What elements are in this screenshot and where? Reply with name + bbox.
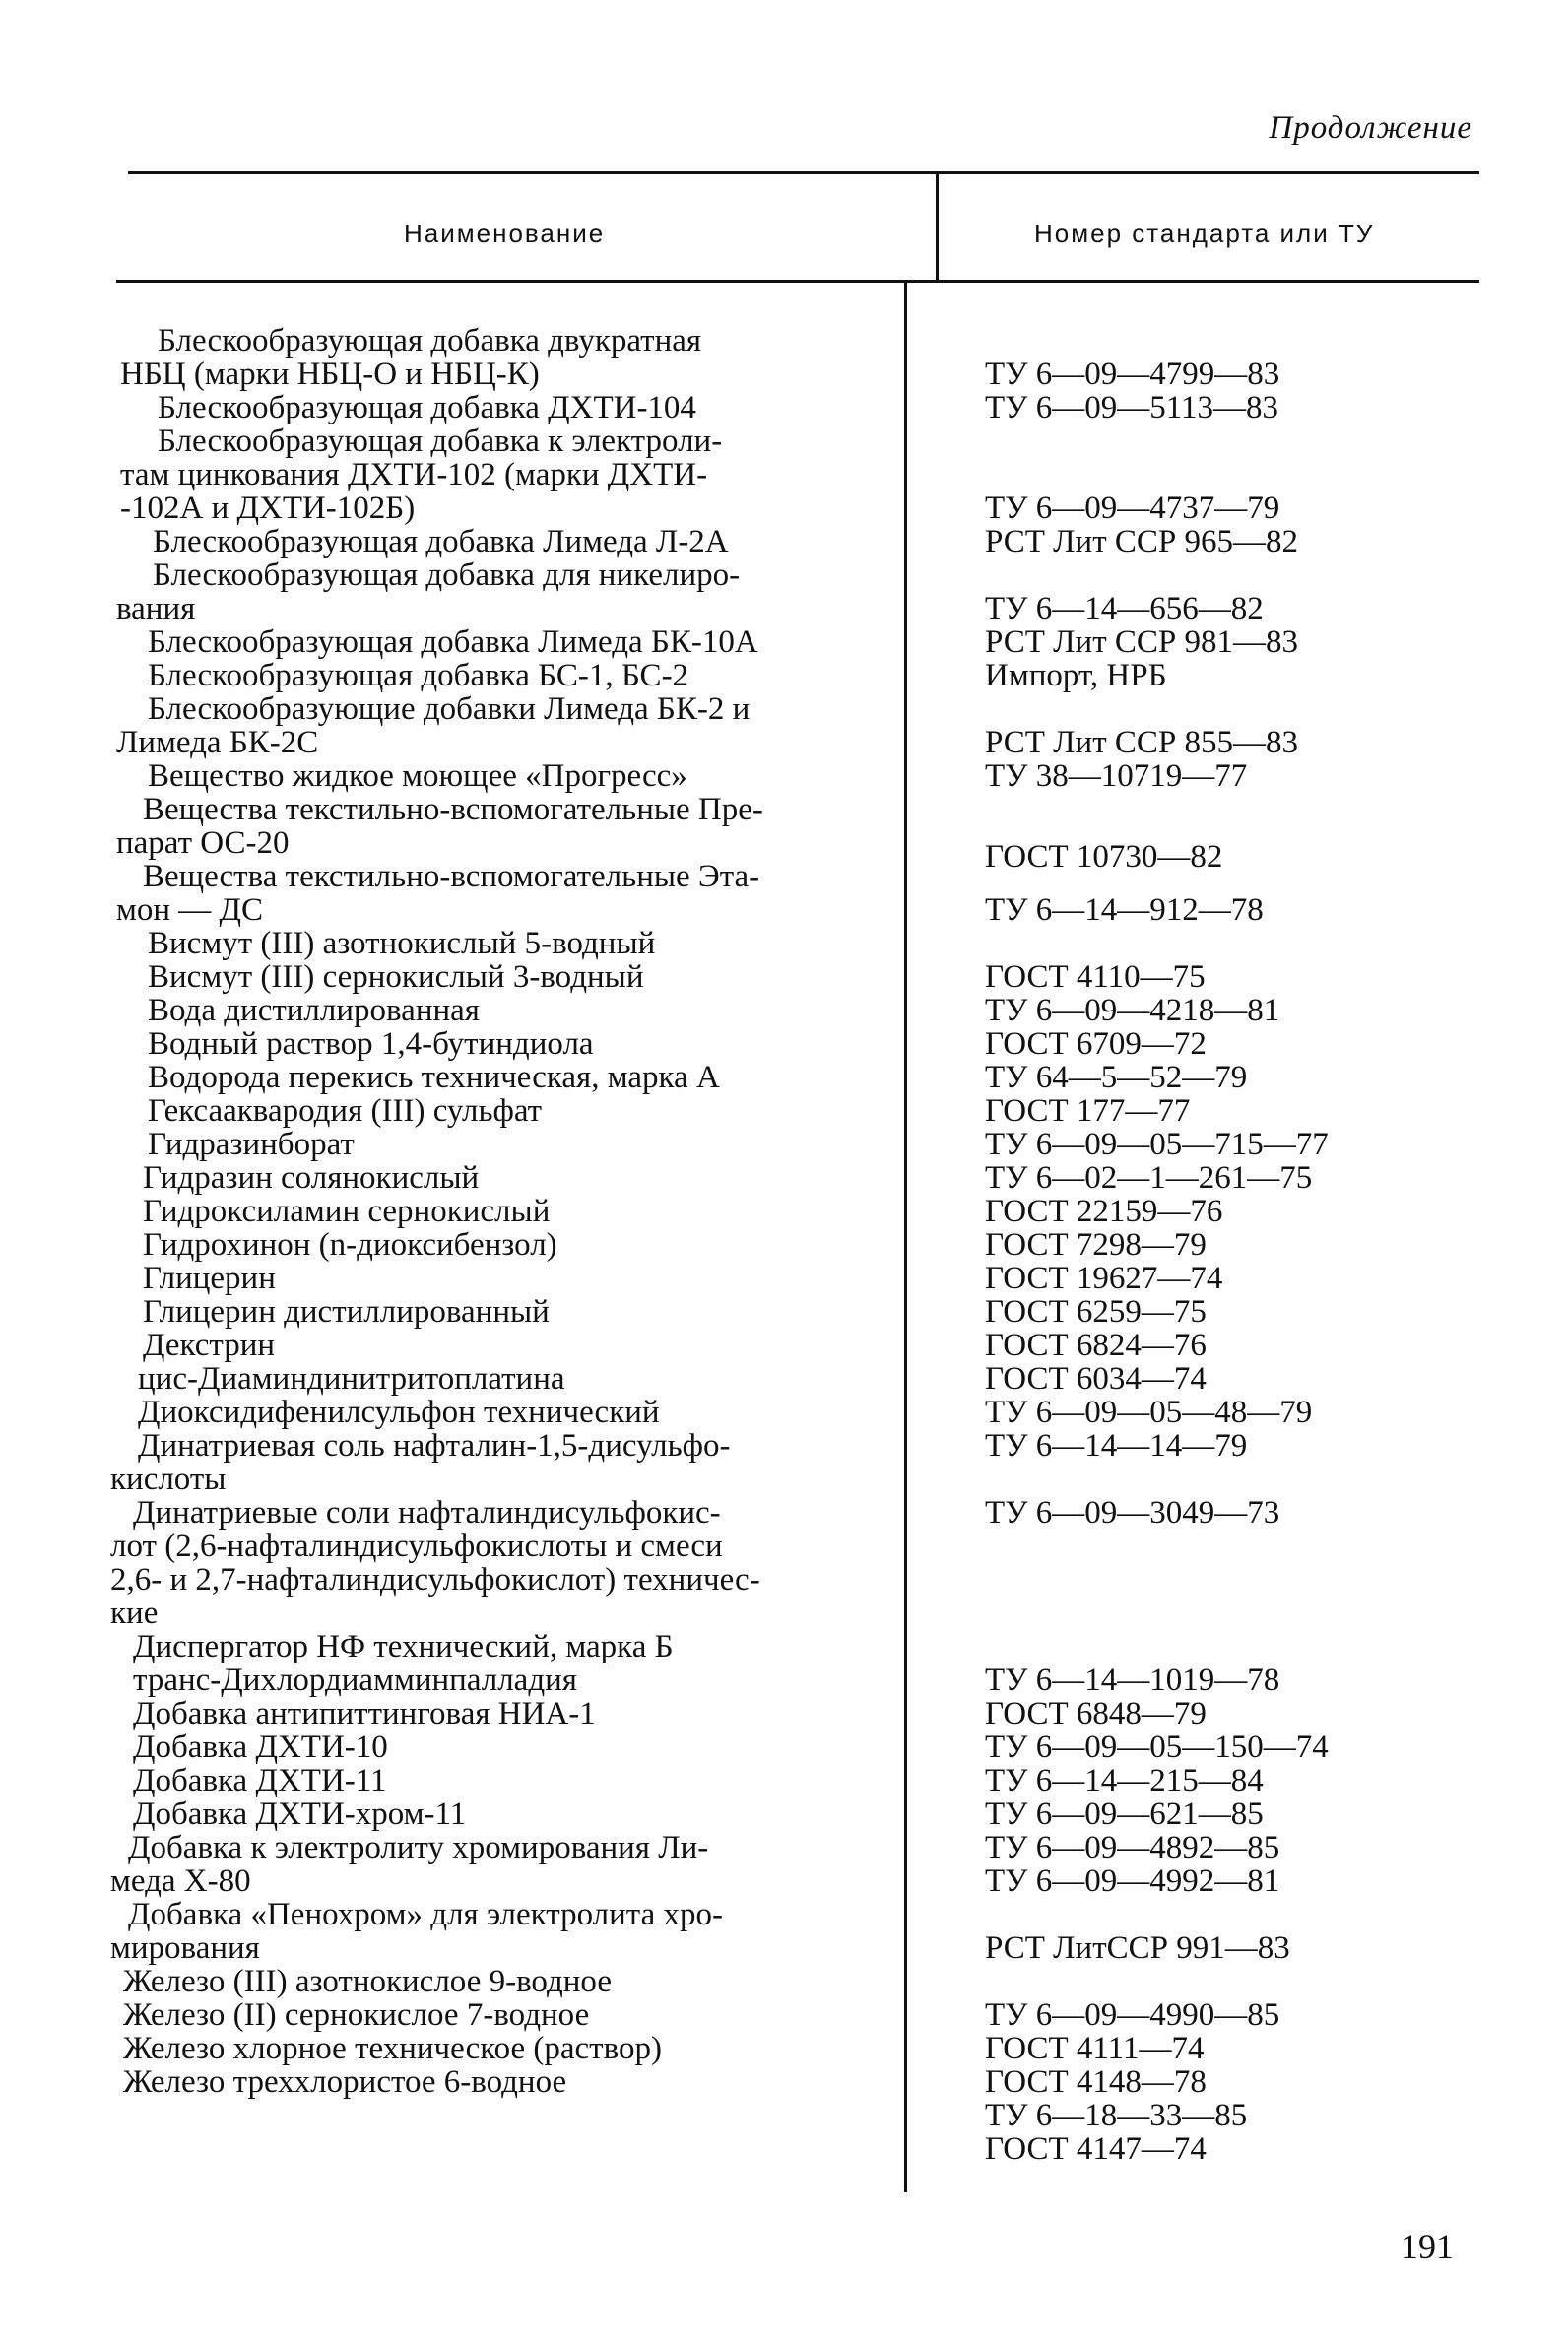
name-line: Блескообразующая добавка Лимеда Л-2А (153, 524, 729, 559)
name-line: мирования (110, 1930, 260, 1966)
standard-line: ГОСТ 10730—82 (985, 839, 1223, 875)
standard-line: ТУ 6—09—05—48—79 (985, 1395, 1313, 1430)
name-line: Висмут (III) азотнокислый 5-водный (148, 926, 656, 961)
standard-line: ГОСТ 4110—75 (985, 959, 1206, 995)
name-line: Добавка ДХТИ-10 (133, 1729, 388, 1765)
standard-line: ТУ 38—10719—77 (985, 758, 1248, 794)
name-line: Динатриевая соль нафталин-1,5-дисульфо- (138, 1428, 731, 1464)
name-line: НБЦ (марки НБЦ-О и НБЦ-К) (120, 357, 540, 392)
name-line: Динатриевые соли нафталиндисульфокис- (133, 1495, 721, 1531)
name-line: Диоксидифенилсульфон технический (138, 1395, 660, 1430)
name-line: Добавка ДХТИ-11 (133, 1763, 387, 1798)
standard-line: РСТ Лит ССР 855—83 (985, 725, 1299, 760)
name-line: там цинкования ДХТИ-102 (марки ДХТИ- (120, 457, 708, 492)
standard-line: ТУ 6—09—4992—81 (985, 1863, 1280, 1899)
name-line: Водный раствор 1,4-бутиндиола (148, 1026, 594, 1062)
standard-line: Импорт, НРБ (985, 658, 1167, 693)
name-line: Висмут (III) сернокислый 3-водный (148, 959, 644, 995)
name-line: Вода дистиллированная (148, 993, 480, 1028)
name-line: Гидроксиламин сернокислый (143, 1194, 551, 1229)
standard-line: ТУ 64—5—52—79 (985, 1060, 1248, 1095)
standard-line: ТУ 6—14—1019—78 (985, 1663, 1280, 1698)
standard-line: ГОСТ 4111—74 (985, 2031, 1205, 2066)
name-line: лот (2,6-нафталиндисульфокислоты и смеси (110, 1529, 723, 1564)
standard-line: ТУ 6—09—5113—83 (985, 390, 1279, 425)
standard-line: ГОСТ 6824—76 (985, 1328, 1207, 1363)
name-line: Лимеда БК-2С (116, 725, 319, 760)
standard-line: ГОСТ 6709—72 (985, 1026, 1207, 1062)
name-line: Блескообразующая добавка к электроли- (158, 424, 723, 459)
standard-line: ТУ 6—09—05—150—74 (985, 1729, 1329, 1765)
page-number: 191 (1401, 2227, 1454, 2266)
name-line: Вещества текстильно-вспомогательные Эта- (143, 859, 760, 894)
name-line: Гидрохинон (n-диоксибензол) (143, 1227, 557, 1263)
name-line: Декстрин (143, 1328, 276, 1363)
name-line: 2,6- и 2,7-нафталиндисульфокислот) техничес- (110, 1562, 760, 1598)
name-line: Блескообразующая добавка ДХТИ-104 (158, 390, 696, 425)
standard-line: ГОСТ 177—77 (985, 1093, 1191, 1129)
name-line: Добавка ДХТИ-хром-11 (133, 1796, 467, 1832)
name-line: кие (110, 1596, 159, 1631)
name-line: транс-Дихлордиамминпалладия (133, 1663, 577, 1698)
name-line: Гексааквародия (III) сульфат (148, 1093, 543, 1129)
name-line: Добавка к электролиту хромирования Ли- (128, 1830, 709, 1865)
standard-line: ГОСТ 6848—79 (985, 1696, 1207, 1731)
column-header-standard: Номер стандарта или ТУ (1034, 219, 1375, 248)
continued-label: Продолжение (1269, 110, 1472, 146)
name-line: -102А и ДХТИ-102Б) (120, 490, 416, 526)
name-line: Водорода перекись техническая, марка А (148, 1060, 720, 1095)
name-line: Вещества текстильно-вспомогательные Пре- (143, 792, 763, 827)
name-line: меда Х-80 (110, 1863, 251, 1899)
standard-line: ГОСТ 19627—74 (985, 1261, 1223, 1296)
name-line: Блескообразующая добавка для никелиро- (153, 557, 741, 593)
name-line: мон — ДС (116, 892, 264, 928)
name-line: Гидразин солянокислый (143, 1160, 480, 1196)
name-line: Блескообразующая добавка Лимеда БК-10А (148, 624, 758, 660)
name-line: парат ОС-20 (116, 825, 290, 861)
name-line: цис-Диаминдинитритоплатина (138, 1361, 565, 1397)
name-line: Блескообразующие добавки Лимеда БК-2 и (148, 691, 751, 727)
name-line: Железо (II) сернокислое 7-водное (123, 1997, 590, 2033)
standard-line: ТУ 6—14—656—82 (985, 591, 1264, 626)
name-line: Вещество жидкое моющее «Прогресс» (148, 758, 687, 794)
standard-line: ТУ 6—09—4892—85 (985, 1830, 1280, 1865)
standard-line: ГОСТ 6259—75 (985, 1294, 1207, 1330)
name-line: Добавка «Пенохром» для электролита хро- (128, 1897, 723, 1932)
column-header-name: Наименование (404, 219, 606, 248)
standard-line: ТУ 6—09—05—715—77 (985, 1127, 1329, 1162)
name-line: Глицерин дистиллированный (143, 1294, 550, 1330)
standard-line: ТУ 6—09—621—85 (985, 1796, 1264, 1832)
name-line: Блескообразующая добавка двукратная (158, 323, 702, 359)
standard-line: ТУ 6—09—3049—73 (985, 1495, 1280, 1531)
standard-line: ГОСТ 4147—74 (985, 2131, 1207, 2167)
standard-line: ТУ 6—14—14—79 (985, 1428, 1248, 1464)
name-line: Глицерин (143, 1261, 276, 1296)
standard-line: ГОСТ 7298—79 (985, 1227, 1207, 1263)
standard-line: ГОСТ 4148—78 (985, 2064, 1207, 2100)
standard-line: РСТ ЛитССР 991—83 (985, 1930, 1290, 1966)
name-line: Железо хлорное техническое (раствор) (123, 2031, 662, 2066)
standard-line: ТУ 6—09—4218—81 (985, 993, 1280, 1028)
standard-line: ТУ 6—18—33—85 (985, 2098, 1248, 2133)
standard-line: ТУ 6—09—4990—85 (985, 1997, 1280, 2033)
name-line: вания (116, 591, 196, 626)
standard-line: ТУ 6—14—912—78 (985, 892, 1264, 928)
standard-line: ТУ 6—09—4737—79 (985, 490, 1280, 526)
standard-line: РСТ Лит ССР 965—82 (985, 524, 1299, 559)
name-line: Блескообразующая добавка БС-1, БС-2 (148, 658, 689, 693)
standard-line: ГОСТ 22159—76 (985, 1194, 1223, 1229)
name-line: Гидразинборат (148, 1127, 355, 1162)
standard-line: РСТ Лит ССР 981—83 (985, 624, 1299, 660)
name-line: Диспергатор НФ технический, марка Б (133, 1629, 674, 1664)
name-line: кислоты (110, 1462, 227, 1497)
standard-line: ГОСТ 6034—74 (985, 1361, 1207, 1397)
name-line: Железо (III) азотнокислое 9-водное (123, 1964, 612, 1999)
standard-line: ТУ 6—14—215—84 (985, 1763, 1264, 1798)
standard-line: ТУ 6—09—4799—83 (985, 357, 1280, 392)
name-line: Добавка антипиттинговая НИА-1 (133, 1696, 596, 1731)
standard-line: ТУ 6—02—1—261—75 (985, 1160, 1313, 1196)
name-line: Железо треххлористое 6-водное (123, 2064, 567, 2100)
